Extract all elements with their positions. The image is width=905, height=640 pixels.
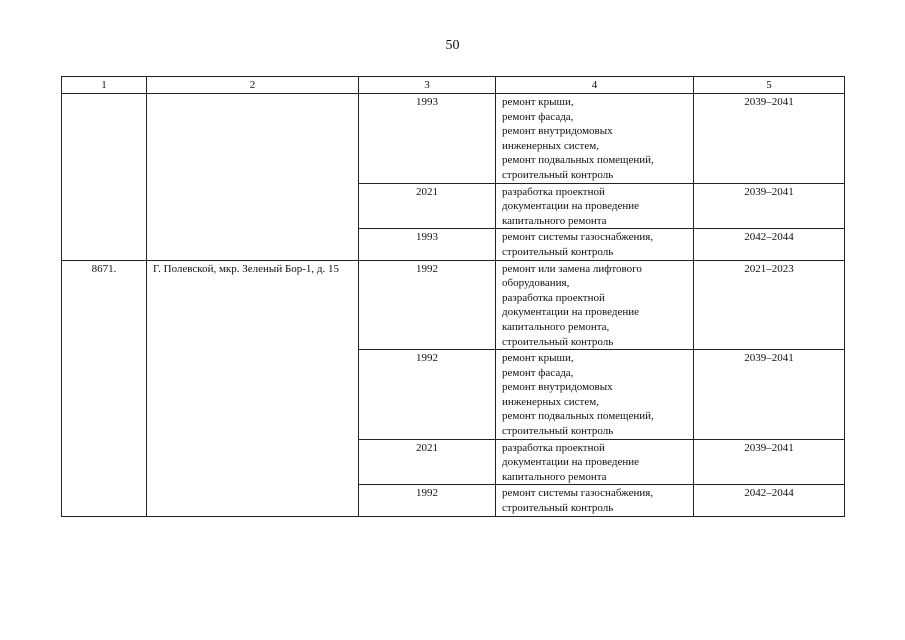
column-number: 4	[496, 77, 694, 94]
address-cell: Г. Полевской, мкр. Зеленый Бор-1, д. 15	[147, 260, 359, 516]
works-cell	[496, 94, 694, 184]
work-item: разработка проектной	[502, 441, 605, 454]
year-cell: 1992	[359, 350, 496, 440]
period-cell: 2039–2041	[694, 439, 845, 485]
work-item: ремонт фасада,	[502, 366, 574, 379]
work-item: строительный контроль	[502, 425, 614, 438]
works-cell	[496, 183, 694, 229]
work-item: капитального ремонта	[502, 214, 607, 227]
repair-schedule-table	[61, 76, 845, 517]
work-item: разработка проектной	[502, 291, 605, 304]
year-cell: 1993	[359, 229, 496, 260]
works-cell	[496, 350, 694, 440]
work-item: ремонт фасада,	[502, 110, 574, 123]
period-cell: 2042–2044	[694, 229, 845, 260]
work-item: документации на проведение	[502, 306, 640, 319]
column-number: 1	[62, 77, 147, 94]
table-row	[62, 260, 845, 350]
work-item: ремонт или замена лифтового	[502, 262, 642, 275]
year-cell: 1993	[359, 94, 496, 184]
work-item: строительный контроль	[502, 335, 614, 348]
year-cell: 1992	[359, 260, 496, 350]
year-cell: 2021	[359, 183, 496, 229]
row-number-cell: 8671.	[62, 260, 147, 516]
work-item: строительный контроль	[502, 245, 614, 258]
work-item: инженерных систем,	[502, 139, 599, 152]
work-item: строительный контроль	[502, 502, 614, 515]
work-item: разработка проектной	[502, 185, 605, 198]
year-cell: 2021	[359, 439, 496, 485]
page-number: 50	[445, 38, 460, 53]
year-cell: 1992	[359, 485, 496, 516]
column-number: 3	[359, 77, 496, 94]
works-cell	[496, 439, 694, 485]
column-number-row	[62, 77, 845, 94]
column-number: 5	[694, 77, 845, 94]
period-cell: 2039–2041	[694, 94, 845, 184]
work-item: ремонт внутридомовых	[502, 381, 613, 394]
work-item: ремонт крыши,	[502, 96, 574, 108]
work-item: документации на проведение	[502, 456, 640, 469]
period-cell: 2021–2023	[694, 260, 845, 350]
work-item: ремонт крыши,	[502, 352, 574, 365]
period-cell: 2039–2041	[694, 183, 845, 229]
work-item: ремонт подвальных помещений,	[502, 154, 654, 167]
work-item: строительный контроль	[502, 168, 614, 181]
table-row	[62, 94, 845, 184]
row-number-cell	[62, 94, 147, 261]
work-item: ремонт системы газоснабжения,	[502, 231, 654, 244]
work-item: оборудования,	[502, 277, 570, 290]
period-cell: 2042–2044	[694, 485, 845, 516]
work-item: капитального ремонта,	[502, 320, 610, 333]
address-cell	[147, 94, 359, 261]
column-number: 2	[147, 77, 359, 94]
work-item: документации на проведение	[502, 200, 640, 213]
period-cell: 2039–2041	[694, 350, 845, 440]
work-item: ремонт подвальных помещений,	[502, 410, 654, 423]
work-item: ремонт системы газоснабжения,	[502, 487, 654, 500]
works-cell	[496, 485, 694, 516]
works-cell	[496, 260, 694, 350]
works-cell	[496, 229, 694, 260]
work-item: капитального ремонта	[502, 470, 607, 483]
work-item: ремонт внутридомовых	[502, 125, 613, 138]
work-item: инженерных систем,	[502, 395, 599, 408]
